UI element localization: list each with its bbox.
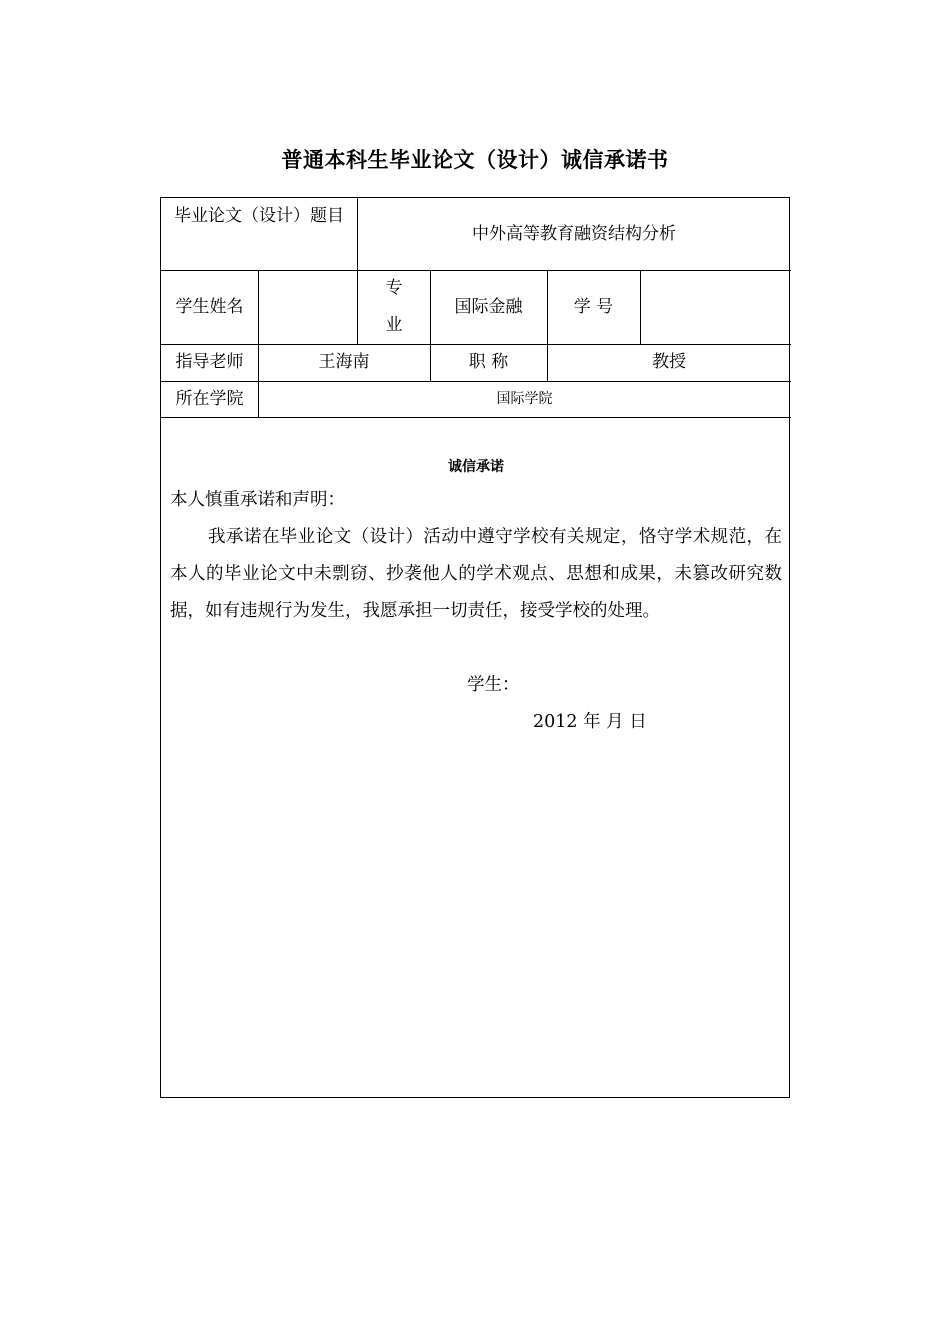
rank-value: 教授 <box>652 352 686 372</box>
row-divider <box>161 417 791 418</box>
major-value: 国际金融 <box>454 297 523 317</box>
declaration-body: 我承诺在毕业论文（设计）活动中遵守学校有关规定，恪守学术规范，在本人的毕业论文中未剽窃、抄袭他人的学术观点、思想和成果，未篡改研究数据，如有违规行为发生，我愿承担一切责任，接受学校的处理。 <box>170 527 782 621</box>
declaration-heading: 诚信承诺 <box>448 459 504 475</box>
student-name-value <box>258 270 357 344</box>
college-value: 国际学院 <box>496 391 553 407</box>
page-title: 普通本科生毕业论文（设计）诚信承诺书 <box>281 148 669 172</box>
signature-date: 2012 年 月 日 <box>533 712 647 732</box>
student-id-value <box>640 270 791 344</box>
advisor-label: 指导老师 <box>175 352 244 372</box>
col-divider <box>357 270 358 344</box>
advisor-value: 王海南 <box>318 352 370 372</box>
student-id-label: 学 号 <box>573 297 614 317</box>
major-label: 专业 <box>385 278 403 335</box>
student-name-label: 学生姓名 <box>175 297 244 317</box>
college-label: 所在学院 <box>175 389 244 409</box>
topic-value: 中外高等教育融资结构分析 <box>472 224 676 244</box>
pledge-form-table <box>160 197 790 1098</box>
rank-label: 职 称 <box>468 352 509 372</box>
signature-label: 学生： <box>467 675 520 695</box>
declaration-intro: 本人慎重承诺和声明： <box>170 490 345 510</box>
topic-label: 毕业论文（设计）题目 <box>174 206 344 226</box>
